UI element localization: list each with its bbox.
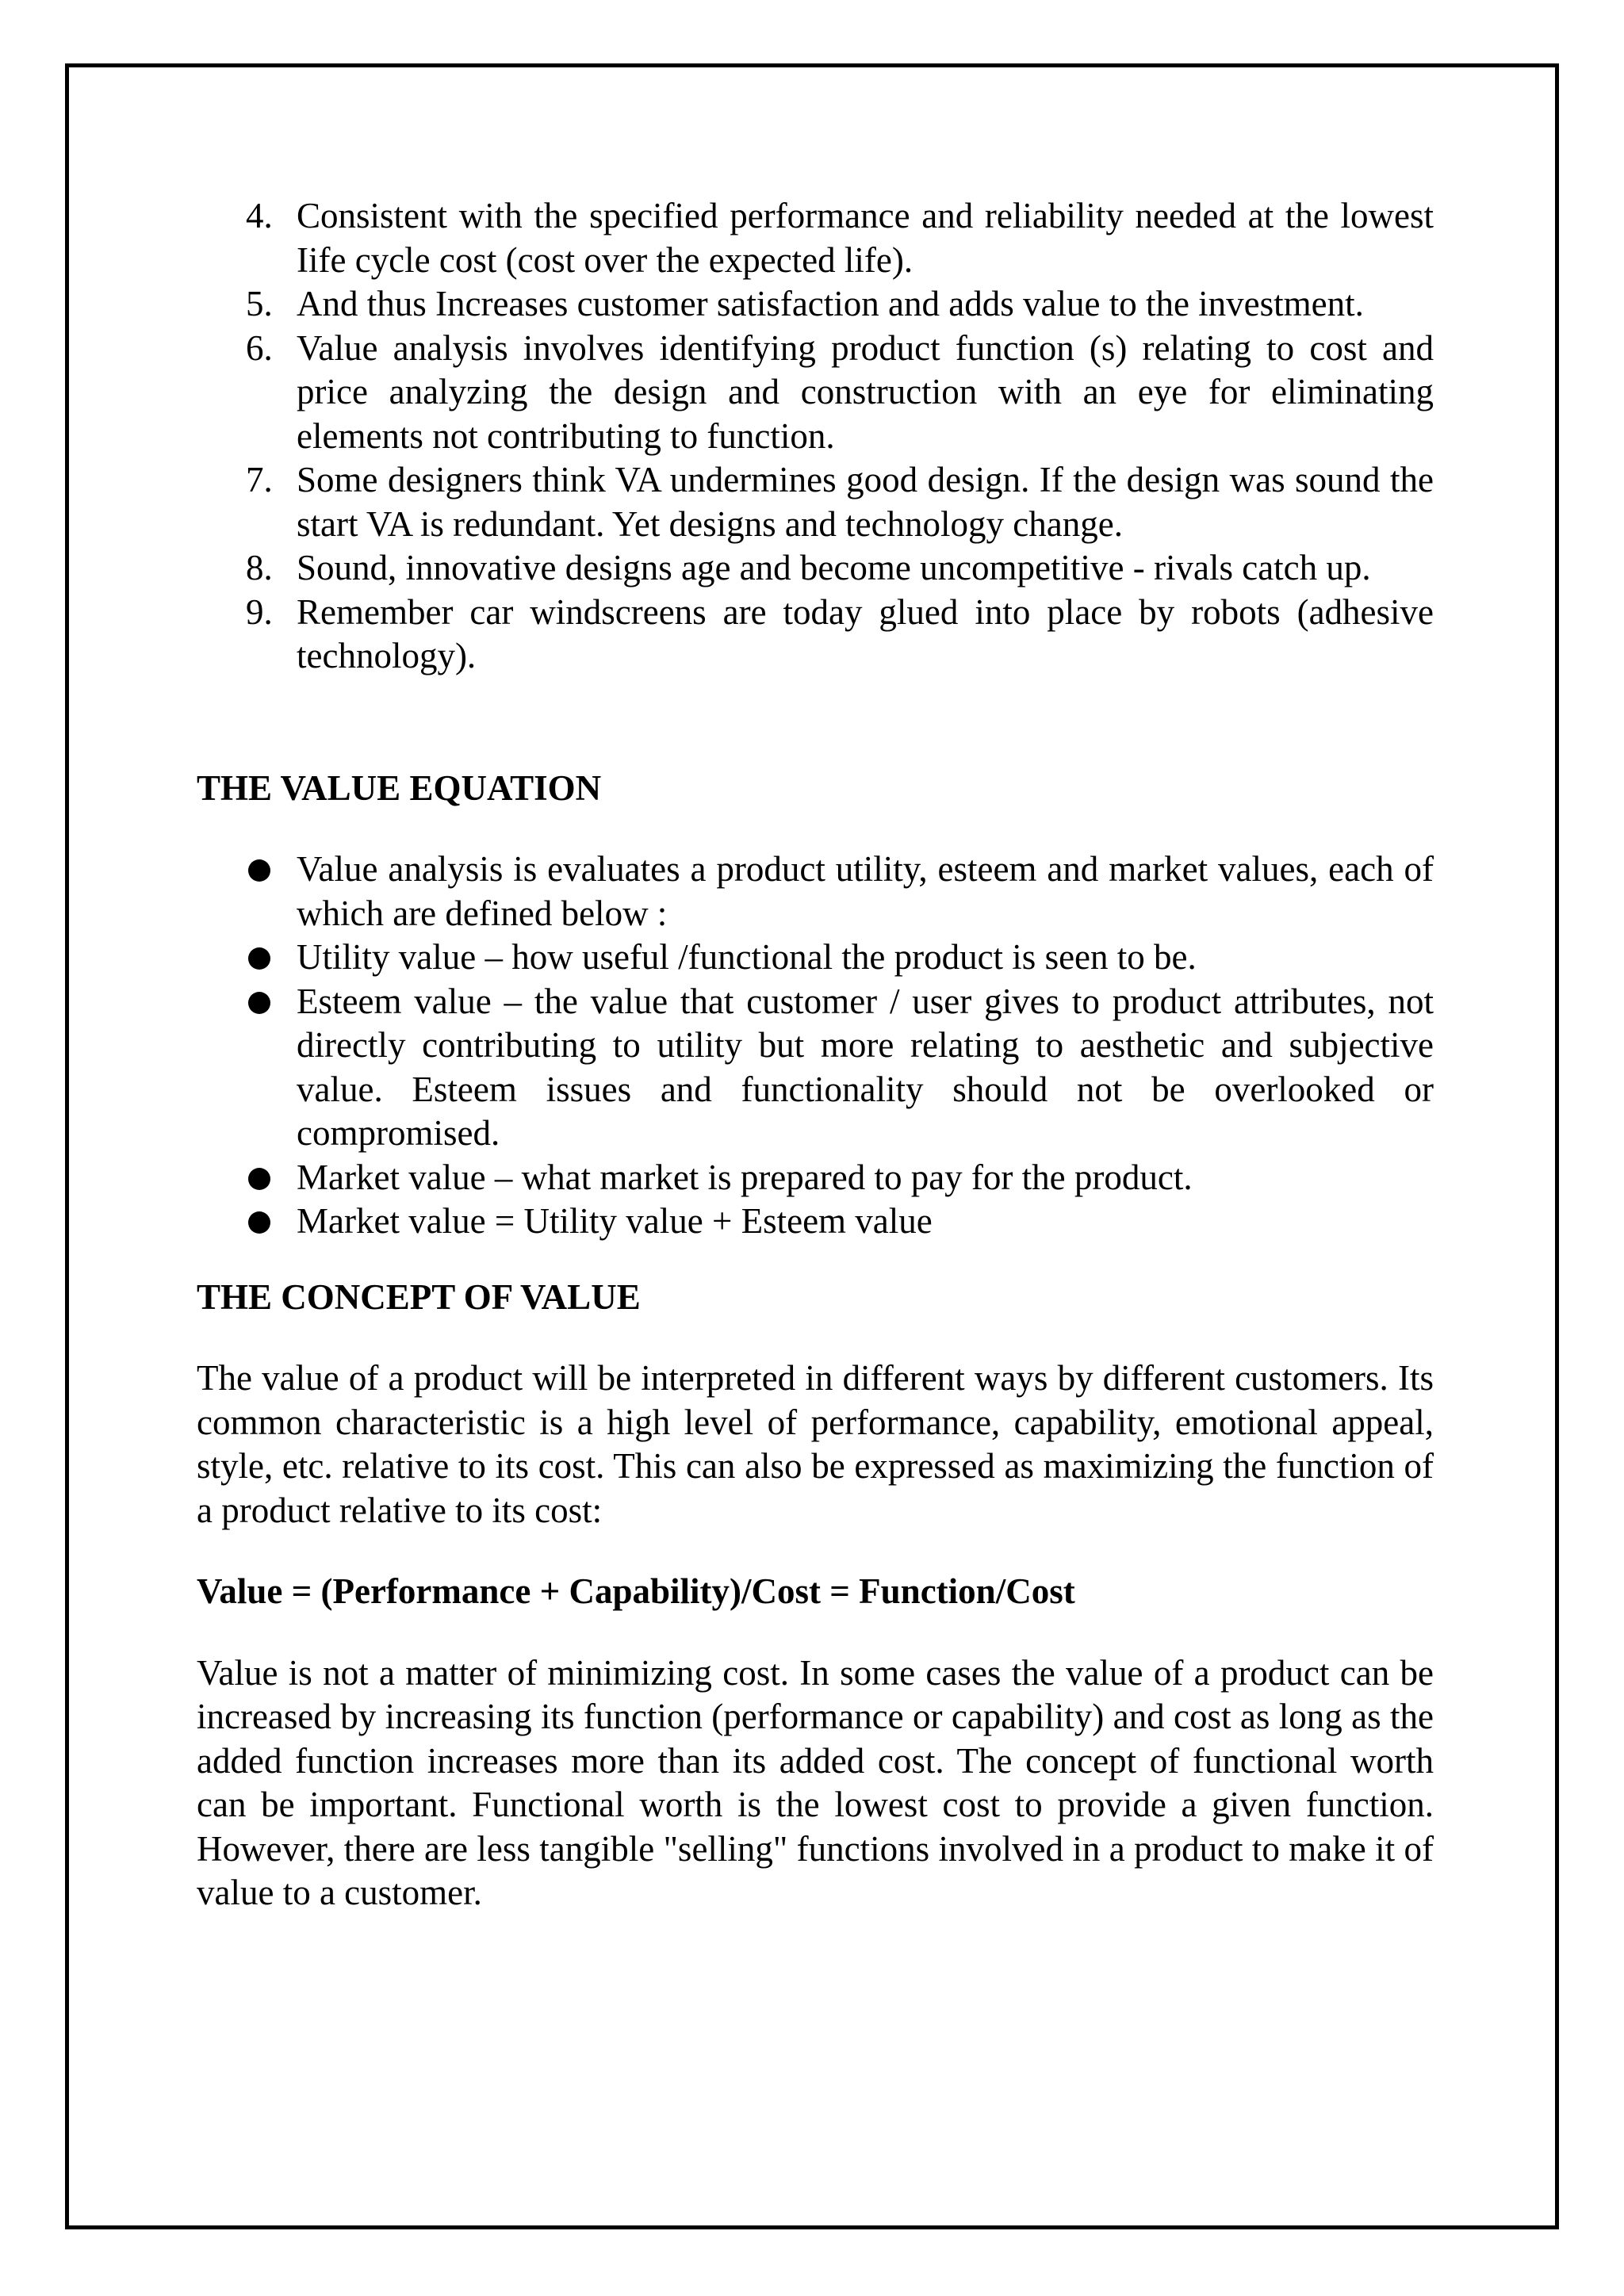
list-number: 5. [246,284,273,323]
bullet-text: Market value – what market is prepared to pay for the product. [297,1157,1193,1197]
list-item-text: Value analysis involves identifying product function (s) relating to cost and price analyzing the design and construction with an eye for eliminating elements not contributing to function. [297,327,1434,456]
list-item [197,458,1434,546]
list-item-text: Consistent with the specified performance and reliability needed at the lowest Iife cycle cost (cost over the expected life). [297,196,1434,280]
list-item [197,327,1434,459]
bullet-item [197,1200,1434,1244]
section-heading-concept-of-value: THE CONCEPT OF VALUE [197,1276,641,1317]
bullet-icon [248,859,270,882]
bullet-text: Esteem value – the value that customer / user gives to product attributes, not directly contributing to utility but more relating to aesthetic and subjective value. Esteem issues and functionality should not be overlooked or compromised. [297,981,1434,1153]
concept-paragraph-2: Value is not a matter of minimizing cost. In some cases the value of a product can be increased by increasing its function (performance or capability) and cost as long as the added function increases more than its added cost. The concept of functional worth can be important. Functional worth is the lowest cost to provide a given function. However, there are less tangible "selling" functions involved in a product to make it of value to a customer. [197,1652,1434,1912]
list-item-text: Remember car windscreens are today glued into place by robots (adhesive technology). [297,591,1434,675]
list-item [197,546,1434,591]
bullet-text: Market value = Utility value + Esteem value [297,1201,933,1241]
bullet-item [197,936,1434,980]
section-heading-value-equation: THE VALUE EQUATION [197,767,602,808]
list-item [197,282,1434,327]
list-number: 7. [246,460,273,499]
document-body [197,194,1434,1915]
list-item-text: Sound, innovative designs age and become uncompetitive - rivals catch up. [297,548,1371,587]
bullet-icon [248,1168,270,1190]
list-number: 8. [246,548,273,587]
bullet-list [197,848,1434,1244]
bullet-icon [248,1211,270,1234]
bullet-text: Utility value – how useful /functional the product is seen to be. [297,937,1197,977]
bullet-icon [248,947,270,970]
list-item [197,194,1434,282]
list-item [197,591,1434,679]
list-number: 4. [246,196,273,235]
bullet-item [197,980,1434,1156]
list-item-text: Some designers think VA undermines good design. If the design was sound the start VA is redundant. Yet designs and technology change. [297,460,1434,544]
bullet-icon [248,992,270,1014]
bullet-item [197,1156,1434,1200]
list-number: 6. [246,327,273,368]
numbered-list [197,194,1434,679]
concept-paragraph-1: The value of a product will be interpreted in different ways by different customers. Its common characteristic is a high level of performance, capability, emotional appeal, style, etc. relative to its cost. This can also be expressed as maximizing the function of a product relative to its cost: [197,1358,1434,1530]
list-item-text: And thus Increases customer satisfaction and adds value to the investment. [297,284,1364,323]
value-formula: Value = (Performance + Capability)/Cost = Function/Cost [197,1571,1075,1611]
list-number: 9. [246,591,273,632]
bullet-text: Value analysis is evaluates a product utility, esteem and market values, each of which are defined below : [297,849,1434,933]
bullet-item [197,848,1434,936]
